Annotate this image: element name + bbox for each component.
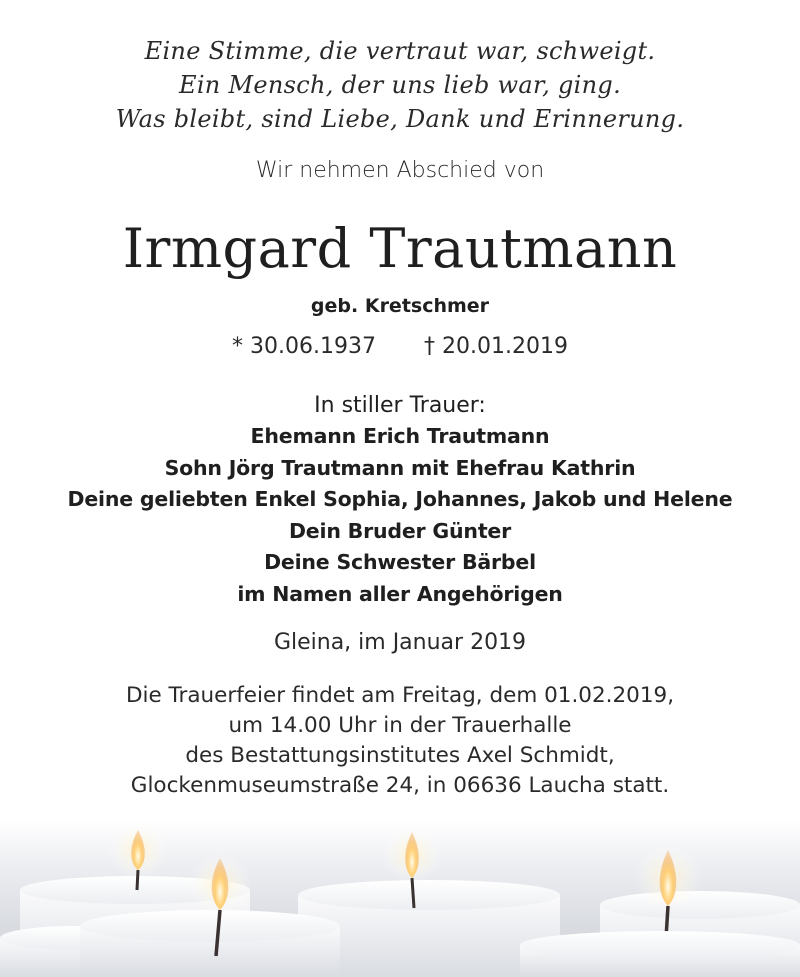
mourner: Deine Schwester Bärbel <box>264 550 536 574</box>
mourners-list <box>0 421 800 610</box>
candle <box>520 931 800 977</box>
poem-line: Eine Stimme, die vertraut war, schweigt. <box>144 37 656 65</box>
life-dates <box>0 332 800 362</box>
funeral-line: Glockenmuseumstraße 24, in 06636 Laucha statt. <box>130 773 670 798</box>
poem-line: Ein Mensch, der uns lieb war, ging. <box>179 71 621 99</box>
funeral-line: Die Trauerfeier findet am Freitag, dem 01.02.2019, <box>125 683 675 708</box>
death-date: † 20.01.2019 <box>424 334 568 359</box>
maiden-name: geb. Kretschmer <box>310 295 490 317</box>
birth-date: * 30.06.1937 <box>232 334 376 359</box>
poem-line: Was bleibt, sind Liebe, Dank und Erinnerung. <box>115 105 685 133</box>
mourner: Ehemann Erich Trautmann <box>250 424 550 448</box>
mourning-heading: In stiller Trauer: <box>314 393 486 418</box>
mourner: Sohn Jörg Trautmann mit Ehefrau Kathrin <box>164 455 636 480</box>
deceased-name: Irmgard Trautmann <box>122 217 678 280</box>
funeral-line: um 14.00 Uhr in der Trauerhalle <box>228 713 572 738</box>
farewell-intro: Wir nehmen Abschied von <box>255 158 545 183</box>
mourner: im Namen aller Angehörigen <box>237 581 563 606</box>
mourner: Deine geliebten Enkel Sophia, Johannes, Jakob und Helene <box>67 487 733 511</box>
burning-candles-icon <box>0 820 800 977</box>
funeral-details <box>0 681 800 801</box>
poem <box>0 34 800 136</box>
place-and-date: Gleina, im Januar 2019 <box>273 630 527 655</box>
mourner: Dein Bruder Günter <box>288 518 512 543</box>
funeral-line: des Bestattungsinstitutes Axel Schmidt, <box>185 743 615 768</box>
